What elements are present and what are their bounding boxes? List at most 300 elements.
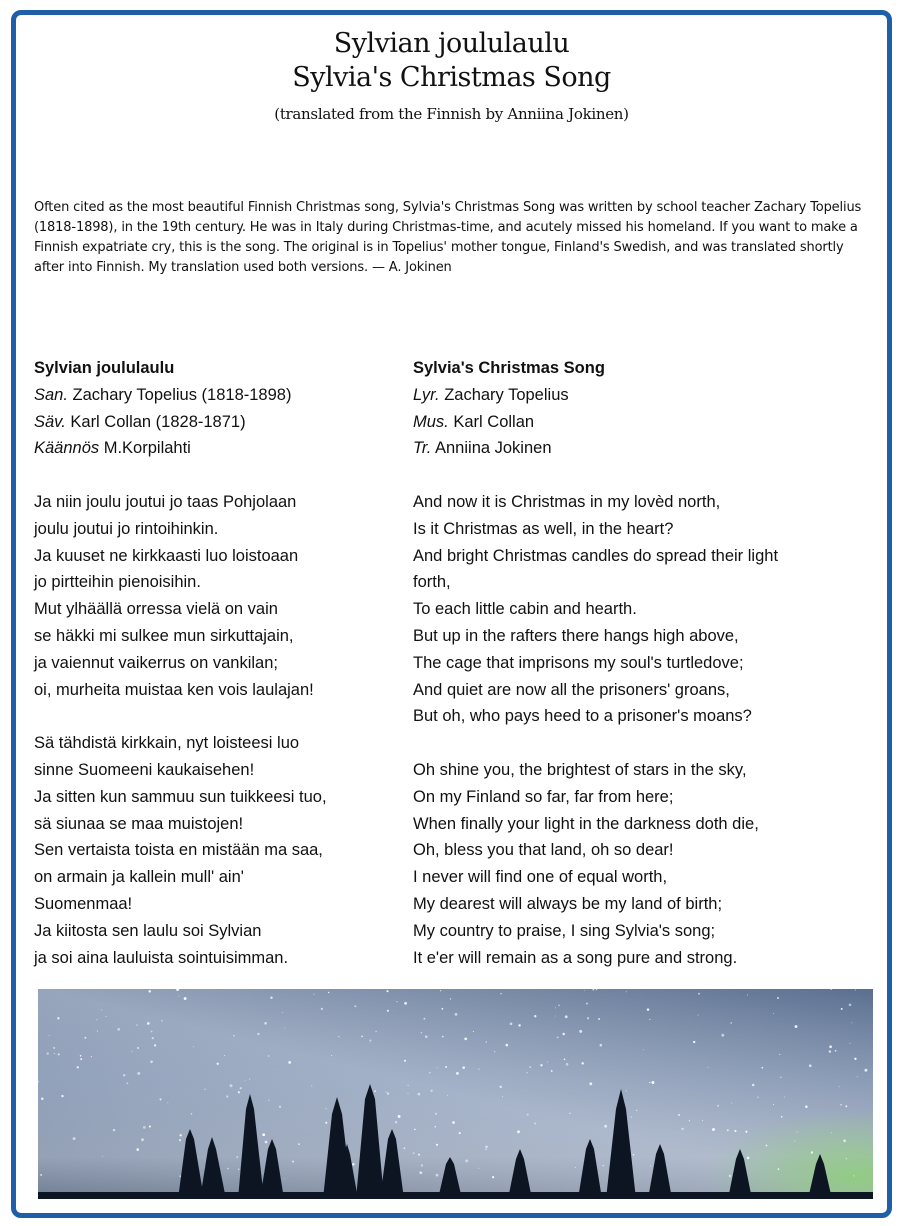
star <box>160 1098 162 1100</box>
star <box>649 1082 650 1083</box>
star <box>437 1067 438 1068</box>
star <box>757 1096 758 1097</box>
star <box>752 1084 755 1087</box>
star <box>777 997 779 999</box>
star <box>40 1174 42 1176</box>
star <box>147 1022 150 1025</box>
star <box>527 1072 528 1073</box>
star <box>773 1013 774 1014</box>
lyric-line: Oh shine you, the brightest of stars in the sky, <box>413 760 747 779</box>
credit-value: M.Korpilahti <box>99 439 191 458</box>
star <box>292 1160 294 1162</box>
star <box>436 1144 438 1146</box>
star <box>224 1055 225 1056</box>
lyric-line: sinne Suomeeni kaukaisehen! <box>34 760 255 779</box>
starry-sky-illustration <box>38 989 873 1199</box>
star <box>385 1091 386 1092</box>
star <box>761 1067 763 1069</box>
lyric-line: on armain ja kallein mull' ain' <box>34 868 244 887</box>
star <box>831 1132 832 1133</box>
star <box>314 994 315 995</box>
star <box>127 1082 129 1084</box>
star <box>730 1022 732 1024</box>
star <box>829 1045 832 1048</box>
star <box>150 1061 153 1064</box>
starry-night-image <box>38 989 873 1199</box>
star <box>534 1122 536 1124</box>
star <box>849 1043 850 1044</box>
lyric-line: I never will find one of equal worth, <box>413 868 668 887</box>
star <box>152 1037 154 1039</box>
lyric-line: Sen vertaista toista en mistään ma saa, <box>34 841 323 860</box>
star <box>587 1017 589 1019</box>
star <box>387 1010 389 1012</box>
star <box>436 1174 439 1177</box>
star <box>148 990 150 992</box>
star <box>854 1058 856 1060</box>
star <box>91 1056 92 1057</box>
star <box>240 1087 242 1089</box>
star <box>693 1041 695 1043</box>
star <box>747 994 748 995</box>
star <box>58 1053 60 1055</box>
star <box>445 1066 447 1068</box>
star <box>855 989 856 990</box>
lyric-line: My dearest will always be my land of birth; <box>413 894 723 913</box>
lyric-line: My country to praise, I sing Sylvia's song; <box>413 921 716 940</box>
star <box>778 1168 780 1170</box>
star <box>557 1037 559 1039</box>
star <box>729 1175 731 1177</box>
star <box>518 1024 520 1026</box>
star <box>529 1066 530 1067</box>
finnish-stanza-1 <box>34 489 394 703</box>
star <box>534 1015 536 1017</box>
star <box>408 1093 409 1094</box>
star <box>452 1121 455 1124</box>
star <box>780 1077 782 1079</box>
english-lyrics-column <box>413 355 853 971</box>
star <box>681 1128 683 1130</box>
star <box>643 1049 644 1050</box>
star <box>579 1030 582 1033</box>
star <box>149 1125 151 1127</box>
page-frame <box>11 10 892 1218</box>
lyric-line: It e'er will remain as a song pure and strong. <box>413 948 738 967</box>
lyric-line: ja soi aina lauluista sointuisimman. <box>34 948 289 967</box>
lyric-line: oi, murheita muistaa ken vois laulajan! <box>34 680 314 699</box>
star <box>325 1122 327 1124</box>
star <box>41 1097 44 1100</box>
star <box>517 1130 520 1133</box>
star <box>80 1058 82 1060</box>
star <box>73 1137 76 1140</box>
star <box>423 1018 425 1020</box>
star <box>404 1147 406 1149</box>
star <box>154 1044 156 1046</box>
star <box>604 1125 607 1128</box>
star <box>478 1069 479 1070</box>
lyric-line: Ja kuuset ne kirkkaasti luo loistoaan <box>34 546 299 565</box>
star <box>569 1113 570 1114</box>
star <box>636 1110 637 1111</box>
star <box>864 1069 867 1072</box>
star <box>179 1139 181 1141</box>
star <box>464 1038 467 1041</box>
star <box>647 1008 650 1011</box>
english-credit-music <box>413 409 853 436</box>
english-column-title: Sylvia's Christmas Song <box>413 359 605 377</box>
credit-label: Säv. <box>34 412 66 431</box>
star <box>413 1152 415 1154</box>
credit-label: Käännös <box>34 439 100 458</box>
star <box>270 997 272 999</box>
star <box>387 1092 389 1094</box>
lyric-line: Suomenmaa! <box>34 894 133 913</box>
star <box>217 1063 219 1065</box>
star <box>805 1105 808 1108</box>
lyric-line: joulu joutui jo rintoihinkin. <box>34 519 219 538</box>
star <box>555 1007 556 1008</box>
star <box>262 1133 265 1136</box>
lyric-line: To each little cabin and hearth. <box>413 600 637 619</box>
star <box>564 1059 565 1060</box>
star <box>370 1043 371 1044</box>
star <box>586 1003 588 1005</box>
star <box>396 1001 397 1002</box>
lyric-line: Ja kiitosta sen laulu soi Sylvian <box>34 921 262 940</box>
star <box>698 1014 699 1015</box>
star <box>846 1158 847 1159</box>
star <box>731 1103 732 1104</box>
lyric-line: Ja niin joulu joutui jo taas Pohjolaan <box>34 492 297 511</box>
lyric-line: sä siunaa se maa muistojen! <box>34 814 244 833</box>
star <box>398 1115 401 1118</box>
star <box>249 1079 250 1080</box>
star <box>485 1149 486 1150</box>
star <box>795 1025 798 1028</box>
star <box>418 1154 420 1156</box>
star <box>106 1016 107 1017</box>
star <box>773 1104 774 1105</box>
star <box>843 1139 846 1142</box>
star <box>264 1022 267 1025</box>
lyric-line: jo pirtteihin pienoisihin. <box>34 573 201 592</box>
star <box>584 990 585 991</box>
star <box>633 1154 635 1156</box>
lyric-line: On my Finland so far, far from here; <box>413 787 674 806</box>
finnish-credit-translation <box>34 435 394 462</box>
star <box>326 1108 327 1109</box>
star <box>338 1036 339 1037</box>
star <box>435 1126 436 1127</box>
star <box>425 1036 428 1039</box>
star <box>479 1168 480 1169</box>
star <box>540 1064 542 1066</box>
star <box>829 1050 831 1052</box>
star <box>80 1055 82 1057</box>
star <box>747 1157 750 1160</box>
credit-value: Zachary Topelius (1818-1898) <box>67 385 292 404</box>
star <box>727 1129 729 1131</box>
star <box>555 1016 556 1017</box>
star <box>395 1121 397 1123</box>
star <box>455 1013 458 1016</box>
finnish-column-title: Sylvian joululaulu <box>34 359 175 377</box>
lyric-line: Mut ylhäällä orressa vielä on vain <box>34 600 278 619</box>
credit-value: Karl Collan <box>448 412 535 431</box>
star <box>311 1086 312 1087</box>
star <box>57 1017 59 1019</box>
star <box>575 1167 576 1168</box>
star <box>193 1046 194 1047</box>
star <box>631 1117 632 1118</box>
star <box>375 1031 377 1033</box>
star <box>678 1114 680 1116</box>
star <box>708 1067 709 1068</box>
star <box>404 1060 406 1062</box>
star <box>321 1008 323 1010</box>
star <box>781 1116 783 1118</box>
star <box>352 1163 354 1165</box>
translator-subtitle: (translated from the Finnish by Anniina Jokinen) <box>274 105 629 123</box>
star <box>53 1047 55 1049</box>
star <box>502 1096 503 1097</box>
star <box>132 1051 133 1052</box>
star <box>651 1081 654 1084</box>
star <box>421 1032 422 1033</box>
star <box>794 1141 795 1142</box>
lyric-line: Sä tähdistä kirkkain, nyt loisteesi luo <box>34 734 300 753</box>
star <box>268 1055 270 1057</box>
star <box>857 1076 858 1077</box>
star <box>494 1051 495 1052</box>
star <box>492 1176 494 1178</box>
star <box>408 1085 409 1086</box>
lyric-line: forth, <box>413 573 451 592</box>
star <box>839 1086 840 1087</box>
star <box>101 1009 102 1010</box>
lyric-line: And bright Christmas candles do spread their light <box>413 546 779 565</box>
star <box>143 1126 146 1129</box>
star <box>328 992 329 993</box>
star <box>179 1134 181 1136</box>
star <box>835 1050 837 1052</box>
star <box>245 1080 246 1081</box>
finnish-credit-music <box>34 409 394 436</box>
star <box>840 1104 842 1106</box>
star <box>462 1066 465 1069</box>
lyric-line: And quiet are now all the prisoners' groans, <box>413 680 730 699</box>
star <box>447 1095 448 1096</box>
star <box>650 1166 651 1167</box>
star <box>282 1012 283 1013</box>
finnish-credit-lyrics <box>34 382 394 409</box>
star <box>257 1033 259 1035</box>
star <box>702 1120 703 1121</box>
star <box>853 1175 854 1176</box>
star <box>419 1171 422 1174</box>
star <box>141 1138 144 1141</box>
star <box>440 990 441 991</box>
star <box>283 1178 284 1179</box>
english-credit-lyrics <box>413 382 853 409</box>
star <box>499 1086 501 1088</box>
star <box>510 1022 513 1025</box>
credit-label: Tr. <box>413 439 432 458</box>
credit-value: Zachary Topelius <box>439 385 569 404</box>
star <box>238 1091 240 1093</box>
lyric-line: Is it Christmas as well, in the heart? <box>413 519 674 538</box>
star <box>442 1036 444 1038</box>
english-credit-translation <box>413 435 853 462</box>
lyric-line: But up in the rafters there hangs high above, <box>413 626 739 645</box>
star <box>414 1129 416 1131</box>
credit-label: Mus. <box>413 412 449 431</box>
star <box>598 1018 600 1020</box>
star <box>161 1020 162 1021</box>
star <box>47 1052 49 1054</box>
credit-label: San. <box>34 385 68 404</box>
star <box>61 1095 63 1097</box>
lyric-line: When finally your light in the darkness doth die, <box>413 814 759 833</box>
star <box>238 1169 239 1170</box>
credit-label: Lyr. <box>413 385 440 404</box>
star <box>745 1131 747 1133</box>
star <box>265 1141 268 1144</box>
star <box>233 1035 235 1037</box>
star <box>562 1033 565 1036</box>
star <box>626 1090 627 1091</box>
credit-value: Anniina Jokinen <box>431 439 552 458</box>
star <box>486 1041 488 1043</box>
finnish-stanza-2 <box>34 730 394 971</box>
star <box>331 1055 332 1056</box>
star <box>500 993 502 995</box>
star <box>603 1165 604 1166</box>
star <box>698 993 700 995</box>
star <box>54 1053 55 1054</box>
english-title: Sylvia's Christmas Song <box>292 62 611 93</box>
star <box>136 1148 139 1151</box>
star <box>596 989 597 990</box>
lyric-line: Ja sitten kun sammuu sun tuikkeesi tuo, <box>34 787 327 806</box>
star <box>361 1036 362 1037</box>
star <box>178 996 179 997</box>
star <box>84 1037 86 1039</box>
star <box>734 1130 736 1132</box>
star <box>167 1102 168 1103</box>
star <box>784 1097 785 1098</box>
finnish-lyrics-column <box>34 355 394 971</box>
star <box>441 1008 443 1010</box>
english-stanza-2 <box>413 757 853 971</box>
star <box>123 1074 125 1076</box>
star <box>386 990 388 992</box>
star <box>279 1106 281 1108</box>
star <box>137 1047 139 1049</box>
lyric-line: The cage that imprisons my soul's turtledove; <box>413 653 744 672</box>
star <box>288 1061 291 1064</box>
credit-value: Karl Collan (1828-1871) <box>65 412 246 431</box>
star <box>485 1145 488 1148</box>
star <box>429 1072 431 1074</box>
star <box>137 1072 140 1075</box>
star <box>179 1175 181 1177</box>
lyric-line: se häkki mi sulkee mun sirkuttajain, <box>34 626 294 645</box>
star <box>113 1129 115 1131</box>
title-block <box>16 27 887 125</box>
star <box>527 1114 529 1116</box>
star <box>374 1090 376 1092</box>
star <box>581 1062 583 1064</box>
star <box>626 991 627 992</box>
star <box>191 1113 192 1114</box>
star <box>851 1022 852 1023</box>
star <box>456 1072 459 1075</box>
star <box>418 1093 421 1096</box>
star <box>845 1105 847 1107</box>
star <box>102 1156 103 1157</box>
star <box>226 1095 228 1097</box>
star <box>298 1143 300 1145</box>
star <box>811 1151 813 1153</box>
star <box>236 1156 238 1158</box>
star <box>354 1005 356 1007</box>
star <box>97 1031 98 1032</box>
star <box>558 1005 560 1007</box>
star <box>849 1003 852 1006</box>
finnish-title: Sylvian joululaulu <box>333 28 570 59</box>
star <box>566 1063 569 1066</box>
star <box>689 1120 690 1121</box>
star <box>797 1132 798 1133</box>
star <box>96 1019 97 1020</box>
star <box>284 1028 285 1029</box>
intro-paragraph: Often cited as the most beautiful Finnish Christmas song, Sylvia's Christmas Song was written by school teacher Zachary Topelius (1818-1898), in the 19th century. He was in Italy during Christmas-time, and acutely missed his homeland. If you want to make a Finnish expatriate cry, this is the song. The original is in Topelius' mother tongue, Finland's Swedish, and was translated shortly after into Finnish. My translation used both versions. — A. Jokinen <box>34 200 862 275</box>
star <box>712 1128 715 1131</box>
star <box>551 1070 553 1072</box>
star <box>506 1044 509 1047</box>
star <box>465 1159 468 1162</box>
star <box>404 1002 407 1005</box>
star <box>450 998 451 999</box>
star <box>473 1031 474 1032</box>
star <box>268 1100 269 1101</box>
star <box>459 1132 461 1134</box>
star <box>151 1031 153 1033</box>
star <box>809 1064 812 1067</box>
star <box>600 1044 603 1047</box>
lyric-line: ja vaiennut vaikerrus on vankilan; <box>34 653 278 672</box>
star <box>435 1113 437 1115</box>
star <box>841 1008 843 1010</box>
star <box>717 1105 719 1107</box>
star <box>136 1024 137 1025</box>
star <box>230 1084 233 1087</box>
star <box>184 997 187 1000</box>
lyric-line: And now it is Christmas in my lovèd north, <box>413 492 721 511</box>
english-stanza-1 <box>413 489 853 730</box>
star <box>721 1034 724 1037</box>
star <box>589 1082 592 1085</box>
lyric-line: But oh, who pays heed to a prisoner's moans? <box>413 707 752 726</box>
star <box>547 1062 548 1063</box>
star <box>49 1035 50 1036</box>
star <box>421 1164 423 1166</box>
star <box>766 1145 768 1147</box>
star <box>779 1054 780 1055</box>
